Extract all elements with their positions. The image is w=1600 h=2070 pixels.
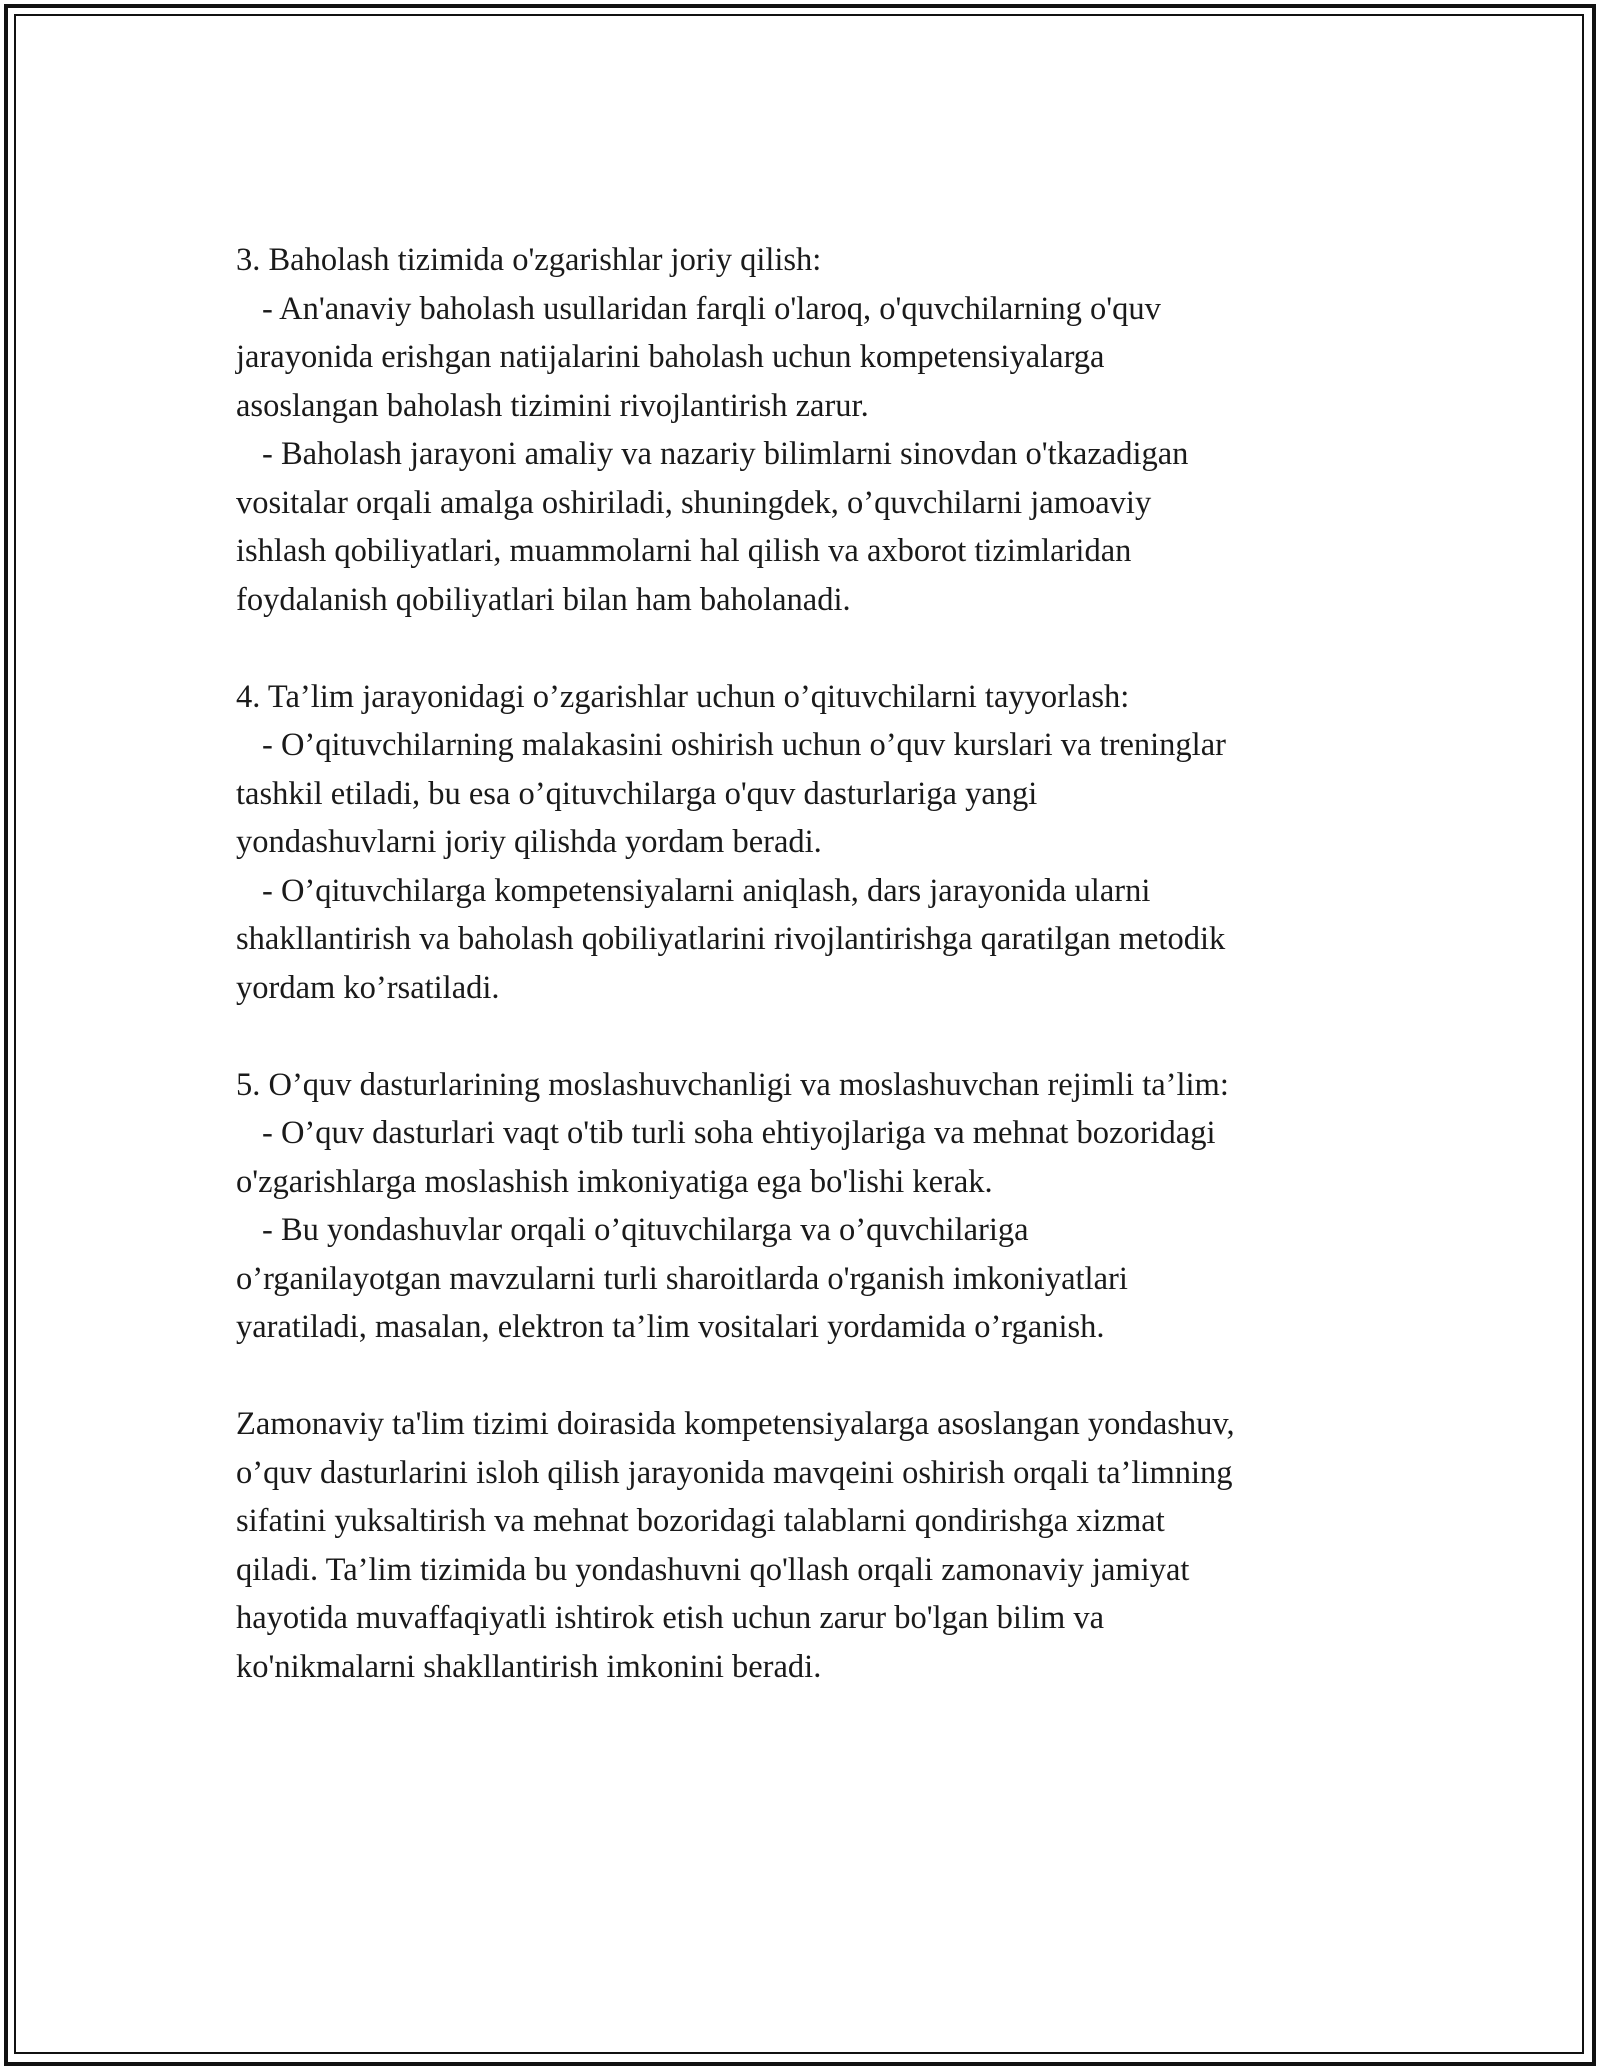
text-line: hayotida muvaffaqiyatli ishtirok etish uchun zarur bo'lgan bilim va	[236, 1600, 1105, 1636]
text-line: foydalanish qobiliyatlari bilan ham baholanadi.	[236, 581, 851, 618]
bullet-line: - O’qituvchilarga kompetensiyalarni aniqlash, dars jarayonida ularni	[262, 872, 1151, 909]
bullet-line: - Baholash jarayoni amaliy va nazariy bilimlarni sinovdan o'tkazadigan	[262, 436, 1189, 472]
text-line: ko'nikmalarni shakllantirish imkonini beradi.	[236, 1648, 822, 1685]
text-line: tashkil etiladi, bu esa o’qituvchilarga o'quv dasturlariga yangi	[236, 775, 1038, 812]
text-line: qiladi. Ta’lim tizimida bu yondashuvni qo'llash orqali zamonaviy jamiyat	[236, 1551, 1190, 1588]
paragraph-gap	[236, 624, 1416, 673]
bullet-line: - O’qituvchilarning malakasini oshirish uchun o’quv kurslari va treninglar	[262, 727, 1226, 763]
section-heading: 5. O’quv dasturlarining moslashuvchanligi va moslashuvchan rejimli ta’lim:	[236, 1066, 1229, 1103]
text-line: yaratiladi, masalan, elektron ta’lim vositalari yordamida o’rganish.	[236, 1309, 1105, 1345]
text-line: asoslangan baholash tizimini rivojlantirish zarur.	[236, 387, 869, 424]
text-line: jarayonida erishgan natijalarini baholash uchun kompetensiyalarga	[236, 339, 1105, 375]
section-heading: 3. Baholash tizimida o'zgarishlar joriy qilish:	[236, 242, 822, 278]
section-assessment	[236, 236, 1416, 624]
paragraph-gap	[236, 1012, 1416, 1061]
text-line: o’quv dasturlarini isloh qilish jarayonida mavqeini oshirish orqali ta’limning	[236, 1454, 1233, 1491]
section-teacher-training	[236, 673, 1416, 1013]
text-line: Zamonaviy ta'lim tizimi doirasida kompetensiyalarga asoslangan yondashuv,	[236, 1406, 1235, 1442]
text-line: o'zgarishlarga moslashish imkoniyatiga ega bo'lishi kerak.	[236, 1163, 993, 1200]
paragraph-gap	[236, 1352, 1416, 1401]
bullet-line: - An'anaviy baholash usullaridan farqli o'laroq, o'quvchilarning o'quv	[262, 290, 1161, 327]
section-conclusion	[236, 1400, 1416, 1691]
text-line: yordam ko’rsatiladi.	[236, 969, 500, 1006]
text-line: vositalar orqali amalga oshiriladi, shuningdek, o’quvchilarni jamoaviy	[236, 484, 1152, 521]
bullet-line: - Bu yondashuvlar orqali o’qituvchilarga va o’quvchilariga	[262, 1212, 1029, 1248]
bullet-line: - O’quv dasturlari vaqt o'tib turli soha ehtiyojlariga va mehnat bozoridagi	[262, 1115, 1216, 1151]
text-line: shakllantirish va baholash qobiliyatlarini rivojlantirishga qaratilgan metodik	[236, 921, 1226, 957]
text-line: ishlash qobiliyatlari, muammolarni hal qilish va axborot tizimlaridan	[236, 533, 1132, 569]
text-line: yondashuvlarni joriy qilishda yordam beradi.	[236, 824, 822, 860]
text-line: o’rganilayotgan mavzularni turli sharoitlarda o'rganish imkoniyatlari	[236, 1260, 1128, 1297]
document-body	[236, 236, 1416, 1691]
section-flexible-programs	[236, 1061, 1416, 1352]
text-line: sifatini yuksaltirish va mehnat bozoridagi talablarni qondirishga xizmat	[236, 1503, 1165, 1539]
section-heading: 4. Ta’lim jarayonidagi o’zgarishlar uchun o’qituvchilarni tayyorlash:	[236, 678, 1130, 715]
